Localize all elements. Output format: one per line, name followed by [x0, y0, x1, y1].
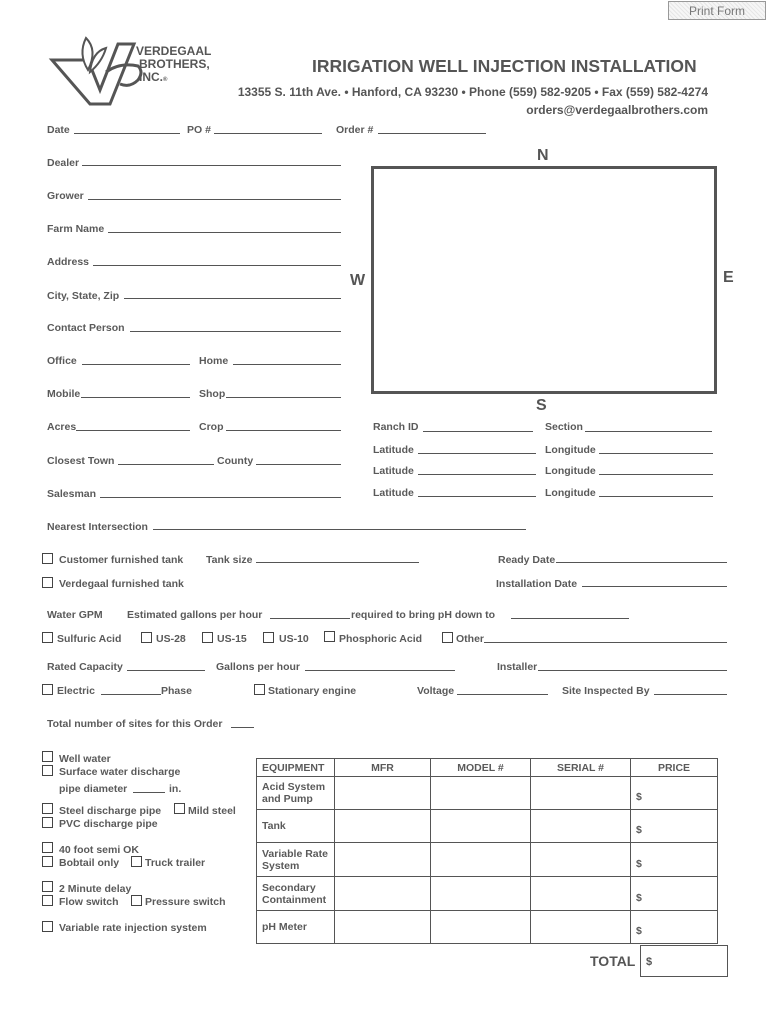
- installer-label: Installer: [497, 661, 538, 673]
- header-model: MODEL #: [431, 759, 531, 777]
- currency-symbol: $: [636, 892, 642, 904]
- compass-east: E: [723, 269, 734, 286]
- installation-date-field[interactable]: [582, 586, 727, 587]
- bobtail-label: Bobtail only: [59, 857, 120, 869]
- home-field[interactable]: [233, 364, 341, 365]
- price-cell[interactable]: [631, 777, 718, 810]
- page-title: IRRIGATION WELL INJECTION INSTALLATION: [312, 56, 697, 76]
- required-ph-field[interactable]: [511, 618, 629, 619]
- site-inspected-field[interactable]: [654, 694, 727, 695]
- nearest-intersection-field[interactable]: [153, 529, 526, 530]
- salesman-label: Salesman: [47, 488, 97, 500]
- variable-rate-label: Variable rate injection system: [59, 922, 207, 934]
- model-cell[interactable]: [431, 777, 531, 810]
- model-cell[interactable]: [431, 810, 531, 843]
- total-currency-symbol: $: [646, 956, 653, 968]
- latitude-field-3[interactable]: [418, 496, 536, 497]
- farm-name-field[interactable]: [108, 232, 341, 233]
- latitude-label-2: Latitude: [373, 465, 414, 477]
- surface-water-label: Surface water discharge: [59, 766, 181, 778]
- city-label: City, State, Zip: [47, 290, 120, 302]
- pipe-diameter-field[interactable]: [133, 792, 165, 793]
- truck-trailer-checkbox[interactable]: [131, 856, 142, 867]
- address-label: Address: [47, 256, 90, 268]
- tank-size-field[interactable]: [256, 562, 419, 563]
- longitude-field-1[interactable]: [599, 453, 713, 454]
- serial-cell[interactable]: [531, 777, 631, 810]
- total-sites-label: Total number of sites for this Order: [47, 718, 223, 730]
- phosphoric-checkbox[interactable]: [324, 631, 335, 642]
- address-field[interactable]: [93, 265, 341, 266]
- mfr-cell[interactable]: [335, 777, 431, 810]
- po-field[interactable]: [214, 133, 322, 134]
- steel-pipe-checkbox[interactable]: [42, 803, 53, 814]
- us15-checkbox[interactable]: [202, 632, 213, 643]
- phase-label: Phase: [161, 685, 192, 697]
- print-form-button[interactable]: Print Form: [668, 1, 766, 20]
- longitude-label-2: Longitude: [545, 465, 596, 477]
- other-acid-label: Other: [456, 633, 485, 645]
- water-gpm-label: Water GPM: [47, 609, 103, 621]
- logo-line-1: VERDEGAAL: [136, 44, 212, 58]
- contact-field[interactable]: [130, 331, 341, 332]
- dealer-label: Dealer: [47, 157, 80, 169]
- mfr-cell[interactable]: [335, 810, 431, 843]
- gallons-per-hour-label: Gallons per hour: [216, 661, 301, 673]
- grower-field[interactable]: [88, 199, 341, 200]
- mobile-label: Mobile: [47, 388, 81, 400]
- required-ph-label: required to bring pH down to: [351, 609, 496, 621]
- sulfuric-checkbox[interactable]: [42, 632, 53, 643]
- serial-cell[interactable]: [531, 877, 631, 911]
- estimated-gph-label: Estimated gallons per hour: [127, 609, 263, 621]
- mfr-cell[interactable]: [335, 843, 431, 877]
- ranch-id-field[interactable]: [423, 431, 533, 432]
- flow-switch-checkbox[interactable]: [42, 895, 53, 906]
- pressure-switch-checkbox[interactable]: [131, 895, 142, 906]
- voltage-label: Voltage: [417, 685, 455, 697]
- county-field[interactable]: [256, 464, 341, 465]
- date-label: Date: [47, 124, 70, 136]
- site-inspected-label: Site Inspected By: [562, 685, 650, 697]
- mild-steel-checkbox[interactable]: [174, 803, 185, 814]
- site-map-box[interactable]: [371, 166, 717, 394]
- city-field[interactable]: [124, 298, 341, 299]
- surface-water-checkbox[interactable]: [42, 765, 53, 776]
- price-cell[interactable]: [631, 911, 718, 944]
- logo-v-icon: [48, 32, 148, 107]
- county-label: County: [217, 455, 254, 467]
- pipe-diameter-unit: in.: [169, 783, 182, 795]
- header-price: PRICE: [631, 759, 718, 777]
- crop-field[interactable]: [226, 430, 341, 431]
- home-label: Home: [199, 355, 229, 367]
- verdegaal-tank-checkbox[interactable]: [42, 577, 53, 588]
- well-water-checkbox[interactable]: [42, 751, 53, 762]
- currency-symbol: $: [636, 824, 642, 836]
- acres-field[interactable]: [76, 430, 190, 431]
- crop-label: Crop: [199, 421, 224, 433]
- office-field[interactable]: [82, 364, 190, 365]
- longitude-label-3: Longitude: [545, 487, 596, 499]
- header-mfr: MFR: [335, 759, 431, 777]
- two-minute-delay-label: 2 Minute delay: [59, 883, 132, 895]
- office-label: Office: [47, 355, 77, 367]
- logo-registered: ®: [163, 77, 168, 83]
- equipment-acid-system: Acid System and Pump: [257, 777, 335, 810]
- latitude-label-1: Latitude: [373, 444, 414, 456]
- serial-cell[interactable]: [531, 911, 631, 944]
- model-cell[interactable]: [431, 843, 531, 877]
- compass-west: W: [350, 272, 366, 289]
- truck-trailer-label: Truck trailer: [145, 857, 206, 869]
- semi-ok-checkbox[interactable]: [42, 842, 53, 853]
- bobtail-checkbox[interactable]: [42, 856, 53, 867]
- us28-checkbox[interactable]: [141, 632, 152, 643]
- longitude-label-1: Longitude: [545, 444, 596, 456]
- us10-checkbox[interactable]: [263, 632, 274, 643]
- shop-field[interactable]: [226, 397, 341, 398]
- grower-label: Grower: [47, 190, 84, 202]
- steel-pipe-label: Steel discharge pipe: [59, 805, 162, 817]
- rated-capacity-label: Rated Capacity: [47, 661, 123, 673]
- header-serial: SERIAL #: [531, 759, 631, 777]
- table-row: [257, 877, 718, 911]
- total-label: TOTAL: [590, 953, 636, 969]
- other-acid-checkbox[interactable]: [442, 632, 453, 643]
- equipment-ph-meter: pH Meter: [257, 911, 335, 944]
- voltage-field[interactable]: [457, 694, 548, 695]
- longitude-field-3[interactable]: [599, 496, 713, 497]
- dealer-field[interactable]: [82, 165, 341, 166]
- estimated-gph-field[interactable]: [270, 618, 350, 619]
- ready-date-field[interactable]: [556, 562, 727, 563]
- section-label: Section: [545, 421, 583, 433]
- nearest-intersection-label: Nearest Intersection: [47, 521, 148, 533]
- table-row: [257, 843, 718, 877]
- equipment-table: [256, 758, 718, 944]
- logo-line-2: BROTHERS,: [139, 57, 210, 71]
- equipment-variable-rate: Variable Rate System: [257, 843, 335, 877]
- contact-label: Contact Person: [47, 322, 125, 334]
- latitude-label-3: Latitude: [373, 487, 414, 499]
- closest-town-field[interactable]: [118, 464, 214, 465]
- variable-rate-checkbox[interactable]: [42, 921, 53, 932]
- flow-switch-label: Flow switch: [59, 896, 119, 908]
- farm-name-label: Farm Name: [47, 223, 105, 235]
- gallons-per-hour-field[interactable]: [305, 670, 455, 671]
- company-email: orders@verdegaalbrothers.com: [526, 103, 708, 117]
- tank-size-label: Tank size: [206, 554, 253, 566]
- total-sites-field[interactable]: [231, 727, 254, 728]
- model-cell[interactable]: [431, 877, 531, 911]
- installer-field[interactable]: [538, 670, 727, 671]
- currency-symbol: $: [636, 791, 642, 803]
- closest-town-label: Closest Town: [47, 455, 115, 467]
- price-cell[interactable]: [631, 810, 718, 843]
- latitude-field-2[interactable]: [418, 474, 536, 475]
- model-cell[interactable]: [431, 911, 531, 944]
- well-water-label: Well water: [59, 753, 111, 765]
- installation-date-label: Installation Date: [496, 578, 578, 590]
- sulfuric-label: Sulfuric Acid: [57, 633, 122, 645]
- order-label: Order #: [336, 124, 374, 136]
- shop-label: Shop: [199, 388, 226, 400]
- pressure-switch-label: Pressure switch: [145, 896, 226, 908]
- electric-checkbox[interactable]: [42, 684, 53, 695]
- equipment-secondary-containment: Secondary Containment: [257, 877, 335, 911]
- mfr-cell[interactable]: [335, 911, 431, 944]
- us10-label: US-10: [279, 633, 309, 645]
- total-field[interactable]: [640, 945, 728, 977]
- longitude-field-2[interactable]: [599, 474, 713, 475]
- verdegaal-tank-label: Verdegaal furnished tank: [59, 578, 184, 590]
- header-equipment: EQUIPMENT: [257, 759, 335, 777]
- acres-label: Acres: [47, 421, 77, 433]
- date-field[interactable]: [74, 133, 180, 134]
- company-logo: [48, 32, 233, 107]
- compass-south: S: [536, 397, 547, 414]
- section-field[interactable]: [585, 431, 712, 432]
- phase-field[interactable]: [101, 694, 161, 695]
- rated-capacity-field[interactable]: [127, 670, 205, 671]
- serial-cell[interactable]: [531, 843, 631, 877]
- po-label: PO #: [187, 124, 211, 136]
- table-row: [257, 911, 718, 944]
- semi-ok-label: 40 foot semi OK: [59, 844, 139, 856]
- ready-date-label: Ready Date: [498, 554, 556, 566]
- stationary-engine-label: Stationary engine: [268, 685, 357, 697]
- currency-symbol: $: [636, 858, 642, 870]
- us28-label: US-28: [156, 633, 186, 645]
- price-cell[interactable]: [631, 877, 718, 911]
- phosphoric-label: Phosphoric Acid: [339, 633, 423, 645]
- mild-steel-label: Mild steel: [188, 805, 236, 817]
- compass-north: N: [537, 147, 549, 164]
- serial-cell[interactable]: [531, 810, 631, 843]
- mfr-cell[interactable]: [335, 877, 431, 911]
- latitude-field-1[interactable]: [418, 453, 536, 454]
- us15-label: US-15: [217, 633, 247, 645]
- pvc-pipe-checkbox[interactable]: [42, 817, 53, 828]
- electric-label: Electric: [57, 685, 95, 697]
- customer-tank-label: Customer furnished tank: [59, 554, 184, 566]
- company-address: 13355 S. 11th Ave. • Hanford, CA 93230 • Phone (559) 582-9205 • Fax (559) 582-4274: [237, 85, 708, 99]
- customer-tank-checkbox[interactable]: [42, 553, 53, 564]
- other-acid-field[interactable]: [484, 642, 727, 643]
- currency-symbol: $: [636, 925, 642, 937]
- table-row: [257, 810, 718, 843]
- order-field[interactable]: [378, 133, 486, 134]
- logo-line-3: INC.: [139, 70, 163, 84]
- ranch-id-label: Ranch ID: [373, 421, 419, 433]
- pipe-diameter-label: pipe diameter: [59, 783, 128, 795]
- pvc-pipe-label: PVC discharge pipe: [59, 818, 158, 830]
- mobile-field[interactable]: [81, 397, 190, 398]
- price-cell[interactable]: [631, 843, 718, 877]
- stationary-engine-checkbox[interactable]: [254, 684, 265, 695]
- table-row: [257, 777, 718, 810]
- two-minute-delay-checkbox[interactable]: [42, 881, 53, 892]
- equipment-tank: Tank: [257, 810, 335, 843]
- table-header-row: [257, 759, 718, 777]
- salesman-field[interactable]: [100, 497, 341, 498]
